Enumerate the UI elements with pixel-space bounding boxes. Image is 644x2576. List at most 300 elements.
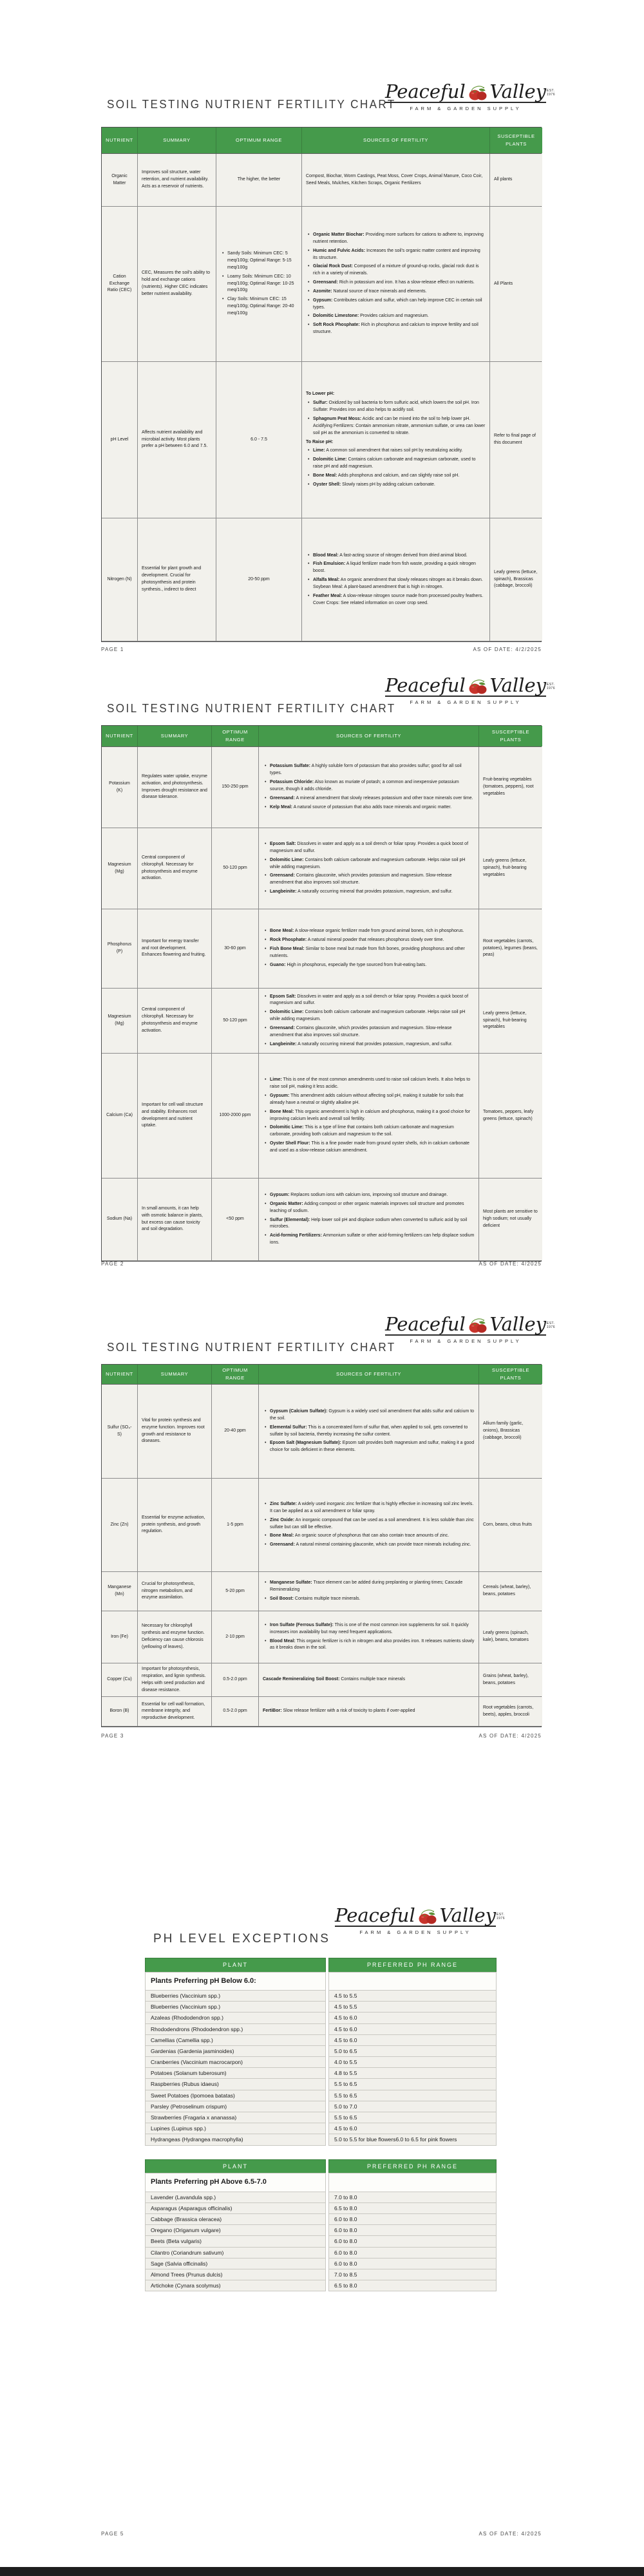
source-item-text: Contributes calcium and sulfur, which can help improve CEC in certain soil types. — [313, 298, 482, 310]
table-row — [102, 1054, 541, 1179]
table-body — [102, 154, 541, 641]
peaceful-valley-logo — [335, 1904, 505, 1935]
tomato-icon — [467, 677, 489, 696]
optimum-item — [216, 1676, 254, 1683]
plant-name-cell: Artichoke (Cynara scolymus) — [145, 2280, 326, 2291]
source-item-lead: Lime: — [313, 448, 325, 453]
section-header-row — [145, 2173, 497, 2192]
plant-name-cell: Oregano (Origanum vulgare) — [145, 2224, 326, 2236]
table-row — [145, 2134, 497, 2145]
ph-range-cell: 5.5 to 6.5 — [328, 2078, 497, 2090]
ph-range-cell: 5.5 to 6.5 — [328, 2112, 497, 2123]
source-item-lead: Dolomitic Lime: — [270, 1010, 304, 1015]
table-header-row — [102, 726, 541, 747]
column-header-susceptible-plants: SUSCEPTIBLE PLANTS — [490, 128, 542, 153]
logo-est-text: EST. 1976 — [496, 1913, 505, 1920]
source-item-text: Epsom salt provides both magnesium and sulfur, making it a good choice for soils deficient in these elements. — [270, 1441, 475, 1453]
source-item-lead: Elemental Sulfur: — [270, 1425, 307, 1430]
tomato-icon — [417, 1907, 439, 1926]
nutrient-cell: Organic Matter — [102, 154, 138, 206]
source-item-text: Contains both calcium carbonate and magnesium carbonate. Helps raise soil pH while adding magnesium. — [270, 1010, 466, 1022]
source-item — [263, 1041, 475, 1048]
susceptible-plants-cell: Leafy greens (spinach, kale), beans, tomatoes — [479, 1611, 542, 1663]
summary-cell: Essential for cell wall formation, membrane integrity, and reproductive development. — [138, 1697, 212, 1726]
table-row — [145, 2269, 497, 2280]
source-item-text: Ammonium sulfate or other acid-forming fertilizers can help displace sodium ions. — [270, 1233, 475, 1245]
plant-name-cell: Asparagus (Asparagus officinalis) — [145, 2202, 326, 2214]
optimum-item-text: Clay Soils: Minimum CEC: 15 meq/100g; Optimal Range: 20-40 meq/100g — [227, 297, 294, 316]
source-item-lead: Epsom Salt: — [270, 842, 296, 847]
source-item-lead: Dolomitic Lime: — [270, 1125, 304, 1130]
source-item — [263, 1408, 475, 1423]
plant-name-cell: Raspberries (Rubus idaeus) — [145, 2078, 326, 2090]
source-item — [306, 313, 486, 320]
optimum-item — [220, 251, 298, 272]
optimum-item-text: 2-10 ppm — [225, 1634, 245, 1639]
table-row — [145, 2078, 497, 2090]
table-header-row — [102, 1365, 541, 1385]
source-item-text: Slow release fertilizer with a risk of toxicity to plants if over-applied — [281, 1709, 415, 1714]
logo-tagline: FARM & GARDEN SUPPLY — [410, 106, 522, 111]
source-item — [263, 779, 475, 793]
table-row — [145, 1990, 497, 2002]
optimum-range-cell — [212, 1385, 259, 1478]
source-item — [263, 841, 475, 855]
plant-name-cell: Beets (Beta vulgaris) — [145, 2235, 326, 2247]
source-item-lead: Rock Phosphate: — [270, 938, 307, 943]
ph-range-cell: 6.0 to 8.0 — [328, 2213, 497, 2225]
column-header-ph-range: PREFERRED PH RANGE — [328, 1958, 497, 1973]
summary-cell: Important for photosynthesis, respiration, and lignin synthesis. Helps with seed production and disease resistance. — [138, 1663, 212, 1696]
source-item — [263, 1077, 475, 1091]
sources-cell — [302, 362, 490, 518]
page-footer — [101, 1261, 542, 1267]
sources-cell — [302, 154, 490, 206]
table-body — [145, 2192, 497, 2292]
optimum-item-text: 5-20 ppm — [225, 1588, 245, 1593]
table-row — [102, 154, 541, 207]
ph-range-cell: 6.5 to 8.0 — [328, 2202, 497, 2214]
source-item-text: An organic amendment that slowly releases nitrogen as it breaks down. Soybean Meal: A plant-based amendment that is high in nitrogen. — [313, 578, 483, 589]
summary-cell: Affects nutrient availability and microbial activity. Most plants prefer a pH between 6.0 and 7.5. — [138, 362, 216, 518]
as-of-date: AS OF DATE: 4/2025 — [478, 2531, 542, 2537]
optimum-range-cell — [216, 154, 302, 206]
source-item-text: A natural mineral powder that releases phosphorus slowly over time. — [307, 938, 444, 943]
source-item-lead: Guano: — [270, 962, 286, 967]
optimum-item — [216, 1634, 254, 1641]
optimum-item-text: 0.5-2.0 ppm — [223, 1709, 247, 1714]
source-item — [306, 298, 486, 312]
source-item-lead: Greensand: — [270, 1025, 295, 1030]
ph-range-cell: 5.0 to 6.5 — [328, 2045, 497, 2057]
source-item — [306, 448, 486, 455]
source-item-lead: Lime: — [270, 1077, 282, 1083]
logo-word-left: Peaceful — [385, 1313, 466, 1335]
section-title: Plants Preferring pH Above 6.5-7.0 — [145, 2173, 326, 2192]
source-item-text: To Lower pH: — [306, 392, 335, 397]
ph-range-cell: 4.8 to 5.5 — [328, 2067, 497, 2079]
logo-tagline: FARM & GARDEN SUPPLY — [359, 1929, 471, 1935]
source-item-lead: Feather Meal: — [313, 593, 343, 598]
optimum-item — [220, 176, 298, 184]
source-item-text: This is a type of lime that contains both calcium carbonate and magnesium carbonate, providing both calcium and magnesium to the soil. — [270, 1125, 454, 1137]
optimum-item-text: The higher, the better — [237, 177, 281, 182]
source-item-lead: Blood Meal: — [270, 1638, 296, 1643]
source-item-lead: Greensand: — [313, 280, 338, 285]
source-item-lead: Sulfur: — [313, 401, 328, 406]
plant-name-cell: Strawberries (Fragaria x ananassa) — [145, 2112, 326, 2123]
peaceful-valley-logo — [385, 1313, 555, 1344]
source-item-text: Compost, Biochar, Worm Castings, Peat Moss, Cover Crops, Animal Manure, Coco Coir, Seed Meals, Mulches, Kitchen Scraps, Organic Fertilizers — [306, 173, 483, 185]
table-row — [102, 1572, 541, 1611]
logo-est-text: EST. 1976 — [546, 683, 555, 690]
plant-name-cell: Parsley (Petroselinum crispum) — [145, 2101, 326, 2112]
column-header-nutrient: NUTRIENT — [102, 128, 138, 153]
summary-cell: Crucial for photosynthesis, nitrogen metabolism, and enzyme assimilation. — [138, 1572, 212, 1611]
source-item-lead: Oyster Shell Flour: — [270, 1141, 310, 1146]
sources-cell — [259, 1179, 479, 1260]
susceptible-plants-cell: Leafy greens (lettuce, spinach), Brassicas (cabbage, broccoli) — [490, 518, 542, 641]
summary-cell: Important for cell wall structure and stability. Enhances root development and nutrient uptake. — [138, 1054, 212, 1178]
source-item — [263, 1533, 475, 1540]
source-item — [306, 173, 486, 187]
source-item-lead: Dolomitic Lime: — [313, 457, 347, 462]
source-item-text: A naturally occurring mineral that provides potassium, magnesium, and sulfur. — [296, 1041, 453, 1046]
source-item — [263, 804, 475, 811]
source-item-lead: Alfalfa Meal: — [313, 578, 340, 583]
nutrient-cell: Calcium (Ca) — [102, 1054, 138, 1178]
source-item-lead: Zinc Oxide: — [270, 1517, 295, 1522]
ph-range-cell: 4.0 to 5.5 — [328, 2056, 497, 2068]
source-item-lead: Sphagnum Peat Moss: — [313, 416, 362, 421]
peaceful-valley-logo — [385, 674, 555, 705]
table-row — [145, 2001, 497, 2012]
optimum-item — [216, 945, 254, 952]
column-header-optimum-range: OPTIMUM RANGE — [212, 1365, 259, 1384]
logo-tagline: FARM & GARDEN SUPPLY — [410, 699, 522, 705]
source-item-lead: Zinc Sulfate: — [270, 1501, 298, 1506]
optimum-range-cell — [212, 828, 259, 909]
section-title-spacer — [328, 1972, 497, 1991]
source-item-lead: FertiBor: — [263, 1709, 282, 1714]
plant-name-cell: Lavender (Lavandula spp.) — [145, 2192, 326, 2203]
optimum-item — [216, 865, 254, 872]
plant-name-cell: Hydrangeas (Hydrangea macrophylla) — [145, 2134, 326, 2145]
source-item — [263, 928, 475, 935]
source-item-text: This is a concentrated form of sulfur that, when applied to soil, gets converted to sulfate by soil bacteria, thereby increasing the sulfur content. — [270, 1425, 468, 1437]
sources-cell — [259, 909, 479, 988]
column-header-optimum-range: OPTIMUM RANGE — [212, 726, 259, 746]
source-item-lead: Cascade Remineralizing Soil Boost: — [263, 1677, 340, 1682]
summary-cell: In small amounts, it can help with osmotic balance in plants, but excess can cause toxicity and soil degradation. — [138, 1179, 212, 1260]
plant-name-cell: Lupines (Lupinus spp.) — [145, 2123, 326, 2134]
plant-name-cell: Blueberries (Vaccinium spp.) — [145, 2001, 326, 2012]
source-item-lead: Bone Meal: — [270, 1109, 294, 1114]
column-header-summary: SUMMARY — [138, 726, 212, 746]
column-header-susceptible-plants: SUSCEPTIBLE PLANTS — [479, 726, 542, 746]
source-item-text: Contains multiple trace minerals — [339, 1677, 405, 1682]
source-item-lead: Acid-forming Fertilizers: — [270, 1233, 322, 1238]
table-row — [145, 2213, 497, 2225]
nutrient-cell: Cation Exchange Ratio (CEC) — [102, 207, 138, 361]
source-item-text: Contains calcium carbonate and magnesium carbonate, used to raise pH and add magnesium. — [313, 457, 476, 469]
ph-range-cell: 6.0 to 8.0 — [328, 2247, 497, 2259]
plant-name-cell: Cilantro (Coriandrum sativum) — [145, 2247, 326, 2259]
logo-est-text: EST. 1976 — [546, 89, 555, 97]
source-item-text: Adding compost or other organic materials improves soil structure and promotes leaching of sodium. — [270, 1201, 464, 1213]
source-item — [263, 937, 475, 944]
ph-range-cell: 4.5 to 6.0 — [328, 2023, 497, 2035]
ph-range-cell: 4.5 to 6.0 — [328, 2123, 497, 2134]
source-item-text: This is one of the most common iron supplements for soil. It quickly increases iron availability but may need frequent applications. — [270, 1622, 469, 1634]
optimum-range-cell — [212, 1179, 259, 1260]
sources-cell — [259, 1697, 479, 1726]
page-number: PAGE 3 — [101, 1733, 124, 1739]
source-item-text: Trace element can be added during preplanting or planting times; Cascade Remineralizing — [270, 1580, 463, 1593]
nutrient-cell: Copper (Cu) — [102, 1663, 138, 1696]
optimum-item — [216, 1018, 254, 1025]
source-item-text: A mineral amendment that slowly releases potassium and other trace minerals over time. — [294, 795, 473, 800]
table-body — [102, 747, 541, 1261]
table-body — [145, 1990, 497, 2146]
optimum-range-cell — [212, 1663, 259, 1696]
sources-cell — [259, 1663, 479, 1696]
optimum-item — [216, 1112, 254, 1119]
source-item-text: Rich in potassium and iron. It has a slow-release effect on nutrients. — [337, 280, 475, 285]
source-item — [263, 1201, 475, 1215]
source-item — [306, 457, 486, 471]
source-item — [263, 1622, 475, 1636]
source-item-lead: Gypsum: — [313, 298, 333, 303]
table-row — [102, 989, 541, 1054]
table-row — [102, 207, 541, 362]
source-item — [263, 873, 475, 887]
table-row — [145, 2224, 497, 2236]
source-item-lead: Dolomitic Lime: — [270, 857, 304, 862]
susceptible-plants-cell: Tomatoes, peppers, leafy greens (lettuce, spinach) — [479, 1054, 542, 1178]
susceptible-plants-cell: All plants — [490, 154, 542, 206]
optimum-item — [216, 1708, 254, 1715]
susceptible-plants-cell: Leafy greens (lettuce, spinach), fruit-bearing vegetables — [479, 828, 542, 909]
source-item-text: A slow-release nitrogen source made from processed poultry feathers. Cover Crops: See related information on cover crop seed. — [313, 593, 484, 605]
source-item — [306, 400, 486, 414]
section-header-row — [145, 1972, 497, 1991]
logo-word-right: Valley — [489, 1313, 546, 1335]
source-item-text: A common soil amendment that raises soil pH by neutralizing acidity. — [325, 448, 463, 453]
source-item-text: Similar to bone meal but made from fish bones, providing phosphorus and other nutrients. — [270, 947, 465, 958]
plant-name-cell: Sage (Salvia officinalis) — [145, 2258, 326, 2269]
plant-name-cell: Potatoes (Solanum tuberosum) — [145, 2067, 326, 2079]
optimum-item — [216, 1588, 254, 1595]
fertility-table-page-2 — [101, 725, 542, 1262]
source-item — [263, 1542, 475, 1549]
page-title: SOIL TESTING NUTRIENT FERTILITY CHART — [107, 98, 396, 111]
source-item — [263, 889, 475, 896]
nutrient-cell: Nitrogen (N) — [102, 518, 138, 641]
nutrient-cell: Boron (B) — [102, 1697, 138, 1726]
table-row — [145, 2202, 497, 2214]
source-item — [263, 1025, 475, 1039]
source-item-text: Providing more surfaces for cations to adhere to, improving nutrient retention. — [313, 232, 484, 244]
susceptible-plants-cell: Fruit-bearing vegetables (tomatoes, peppers), root vegetables — [479, 747, 542, 828]
optimum-item — [220, 296, 298, 317]
tomato-icon — [467, 1316, 489, 1335]
source-item-text: A slow-release organic fertilizer made from ground animal bones, rich in phosphorus. — [294, 929, 464, 934]
ph-range-cell: 7.0 to 8.0 — [328, 2192, 497, 2203]
source-item — [306, 473, 486, 480]
table-row — [145, 2101, 497, 2112]
source-item-text: To Raise pH: — [306, 439, 334, 444]
ph-range-cell: 6.5 to 8.0 — [328, 2280, 497, 2291]
susceptible-plants-cell: Refer to final page of this document — [490, 362, 542, 518]
optimum-range-cell — [216, 207, 302, 361]
optimum-item — [216, 1522, 254, 1529]
source-item — [263, 1708, 475, 1715]
source-item — [263, 1141, 475, 1155]
source-item — [263, 795, 475, 802]
source-item-lead: Fish Emulsion: — [313, 562, 346, 567]
source-item — [306, 577, 486, 591]
ph-table-below-6 — [145, 1958, 497, 2146]
sources-cell — [259, 1611, 479, 1663]
source-item-lead: Fish Bone Meal: — [270, 947, 305, 952]
source-item — [263, 1217, 475, 1231]
source-item-text: Adds phosphorus and calcium, and can slightly raise soil pH. — [337, 473, 460, 478]
source-item-lead: Kelp Meal: — [270, 804, 293, 810]
table-header-row — [145, 2159, 497, 2174]
column-header-sources: SOURCES OF FERTILITY — [259, 1365, 479, 1384]
susceptible-plants-cell: Corn, beans, citrus fruits — [479, 1479, 542, 1571]
sources-cell — [259, 1385, 479, 1478]
plant-name-cell: Cabbage (Brassica oleracea) — [145, 2213, 326, 2225]
optimum-item-text: <50 ppm — [226, 1217, 244, 1222]
optimum-range-cell — [212, 909, 259, 988]
nutrient-cell: Sulfur (SO₄-S) — [102, 1385, 138, 1478]
column-header-optimum-range: OPTIMUM RANGE — [216, 128, 302, 153]
source-item-text: An organic source of phosphorus that can also contain trace amounts of zinc. — [294, 1533, 450, 1539]
table-row — [145, 2247, 497, 2259]
table-header-row — [102, 128, 541, 154]
optimum-range-cell — [212, 1697, 259, 1726]
source-item-text: Contains glauconite, which provides potassium and magnesium. Slow-release amendment that also improves soil structure. — [270, 1025, 452, 1037]
section-title-spacer — [328, 2173, 497, 2192]
plant-name-cell: Gardenias (Gardenia jasminoides) — [145, 2045, 326, 2057]
optimum-range-cell — [212, 1611, 259, 1663]
tomato-icon — [467, 83, 489, 102]
logo-word-right: Valley — [439, 1904, 496, 1926]
susceptible-plants-cell: Root vegetables (carrots, beets), apples, broccoli — [479, 1697, 542, 1726]
optimum-range-cell — [216, 362, 302, 518]
source-item — [306, 248, 486, 262]
optimum-item-text: 6.0 - 7.5 — [251, 437, 267, 442]
table-row — [102, 1611, 541, 1663]
optimum-item-text: Loamy Soils: Minimum CEC: 10 meq/100g; Optimal Range: 10-25 meq/100g — [227, 274, 294, 293]
plant-name-cell: Almond Trees (Prunus dulcis) — [145, 2269, 326, 2280]
source-item-text: A natural source of potassium that also adds trace minerals and organic matter. — [292, 804, 452, 810]
sources-cell — [259, 989, 479, 1053]
nutrient-cell: Magnesium (Mg) — [102, 828, 138, 909]
page-footer — [101, 2531, 542, 2537]
source-item-text: Contains both calcium carbonate and magnesium carbonate. Helps raise soil pH while adding magnesium. — [270, 857, 466, 869]
table-row — [102, 362, 541, 518]
column-header-ph-range: PREFERRED PH RANGE — [328, 2159, 497, 2174]
source-item-text: Contains multiple trace minerals. — [293, 1596, 361, 1601]
summary-cell: Central component of chlorophyll. Necessary for photosynthesis and enzyme activation. — [138, 989, 212, 1053]
peaceful-valley-logo — [385, 80, 555, 111]
as-of-date: AS OF DATE: 4/2025 — [478, 1733, 542, 1739]
logo-wordmark — [385, 80, 555, 103]
susceptible-plants-cell: All Plants — [490, 207, 542, 361]
optimum-item-text: 50-120 ppm — [223, 866, 247, 871]
sources-cell — [259, 1572, 479, 1611]
source-item-lead: Gypsum: — [270, 1093, 290, 1098]
source-item — [306, 561, 486, 575]
source-item-text: Oxidized by soil bacteria to form sulfuric acid, which lowers the soil pH. Iron Sulfate: Provides iron and also helps to acidify soil. — [313, 401, 479, 413]
table-row — [102, 1179, 541, 1261]
source-item-lead: Soft Rock Phosphate: — [313, 323, 360, 328]
table-row — [145, 2023, 497, 2035]
source-item — [263, 763, 475, 777]
plant-name-cell: Camellias (Camellia spp.) — [145, 2034, 326, 2046]
source-item-lead: Bone Meal: — [313, 473, 337, 478]
source-item-text: Also known as muriate of potash; a common and inexpensive potassium source, though it adds chloride. — [270, 780, 459, 791]
table-row — [145, 2012, 497, 2023]
column-header-sources: SOURCES OF FERTILITY — [302, 128, 490, 153]
source-item — [263, 1233, 475, 1247]
table-row — [145, 2067, 497, 2079]
table-row — [145, 2056, 497, 2068]
source-item-lead: Gypsum: — [270, 1193, 290, 1198]
source-item — [306, 322, 486, 336]
nutrient-cell: pH Level — [102, 362, 138, 518]
summary-cell: Essential for enzyme activation, protein synthesis, and growth regulation. — [138, 1479, 212, 1571]
source-item-text: This organic fertilizer is rich in nitrogen and also provides iron. It releases nutrients slowly as it breaks down in the soil. — [270, 1638, 475, 1651]
summary-cell: Regulates water uptake, enzyme activation, and photosynthesis. Improves drought resistance and disease tolerance. — [138, 747, 212, 828]
fertility-table-page-1 — [101, 127, 542, 642]
optimum-range-cell — [216, 518, 302, 641]
table-row — [145, 2112, 497, 2123]
source-item-text: Help lower soil pH and displace sodium when converted to sulfuric acid by soil microbes. — [270, 1217, 468, 1229]
table-row — [102, 747, 541, 828]
optimum-range-cell — [212, 747, 259, 828]
source-item-lead: Organic Matter: — [270, 1201, 303, 1206]
optimum-range-cell — [212, 989, 259, 1053]
source-item — [306, 232, 486, 246]
table-row — [102, 518, 541, 641]
source-item — [263, 1596, 475, 1603]
logo-word-left: Peaceful — [335, 1904, 415, 1926]
source-item-lead: Blood Meal: — [313, 553, 339, 558]
optimum-item — [216, 1428, 254, 1435]
optimum-item-text: 30-60 ppm — [224, 945, 246, 951]
ph-range-cell: 6.0 to 8.0 — [328, 2258, 497, 2269]
source-item-text: Natural source of trace minerals and elements. — [332, 289, 427, 294]
table-row — [102, 1385, 541, 1479]
source-item-lead: Epsom Salt (Magnesium Sulfate): — [270, 1441, 341, 1446]
ph-range-cell: 5.5 to 6.5 — [328, 2090, 497, 2101]
source-item-lead: Iron Sulfate (Ferrous Sulfate): — [270, 1622, 334, 1627]
summary-cell: Essential for plant growth and development. Crucial for photosynthesis and protein synthesis., indirect to direct — [138, 518, 216, 641]
summary-cell: Vital for protein synthesis and enzyme function. Improves root growth and resistance to diseases. — [138, 1385, 212, 1478]
table-row — [145, 2280, 497, 2291]
ph-range-cell: 4.5 to 5.5 — [328, 1990, 497, 2002]
source-item — [306, 482, 486, 489]
source-item — [263, 1638, 475, 1653]
as-of-date: AS OF DATE: 4/2/2025 — [473, 647, 542, 652]
as-of-date: AS OF DATE: 4/2025 — [478, 1261, 542, 1267]
source-item-text: A widely used inorganic zinc fertilizer that is highly effective in increasing soil zinc levels. It can be applied as a soil amendment or foliar spray. — [270, 1501, 474, 1513]
source-item-text: Dissolves in water and apply as a soil drench or foliar spray. Provides a quick boost of magnesium and sulfur. — [270, 842, 469, 853]
